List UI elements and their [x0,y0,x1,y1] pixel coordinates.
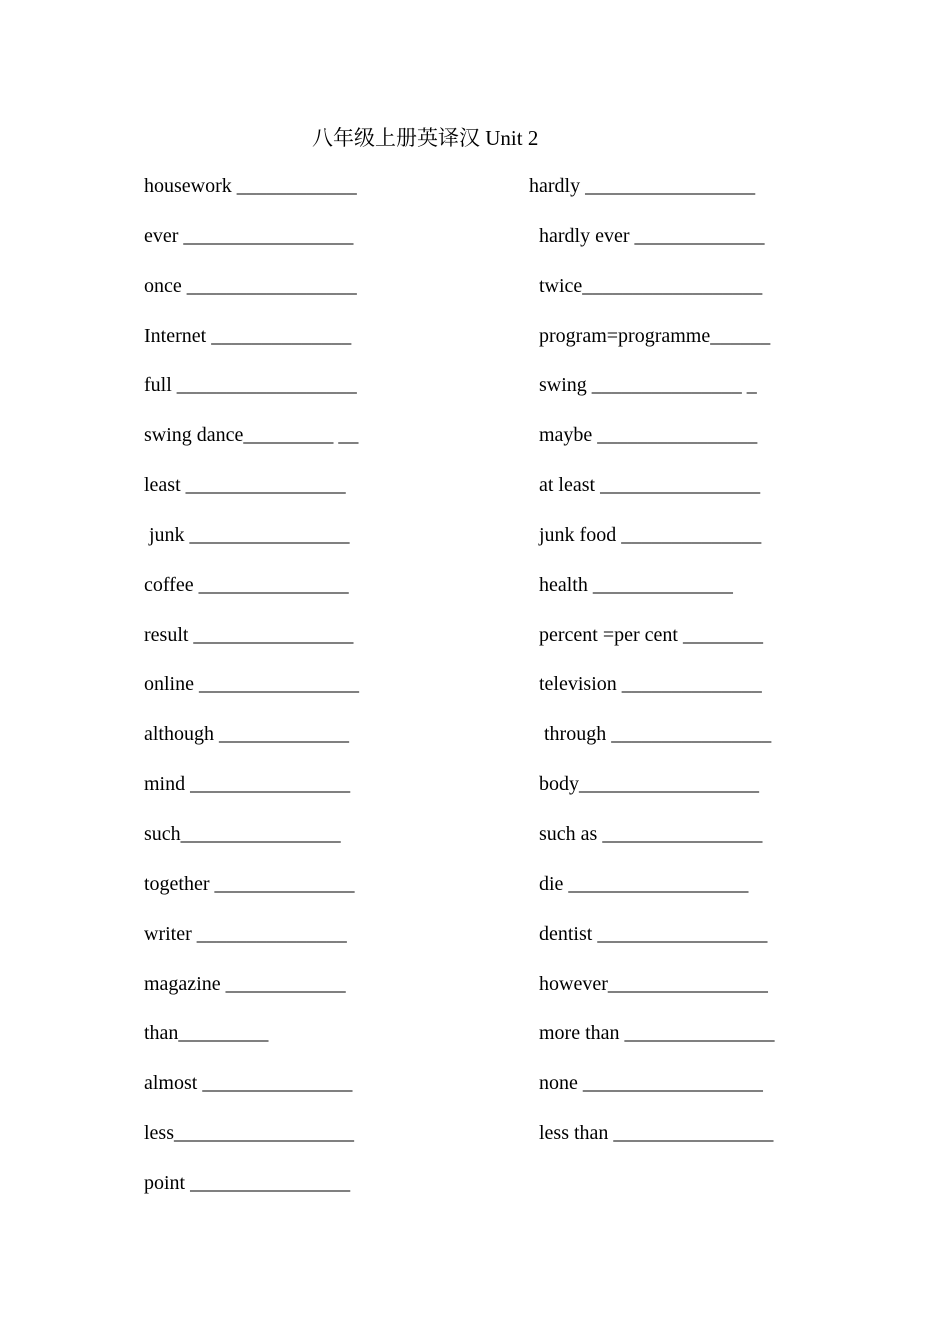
vocab-entry: less than ________________ [529,1122,774,1145]
vocab-entry: such________________ [144,822,341,845]
vocab-entry: together ______________ [144,872,355,895]
vocab-entry: percent =per cent ________ [529,623,763,646]
vocab-entry: less__________________ [144,1122,354,1145]
vocab-entry: Internet ______________ [144,324,352,347]
vocab-entry: junk ________________ [144,523,350,546]
vocab-entry: none __________________ [529,1072,763,1095]
vocab-entry: however________________ [529,972,768,995]
vocab-entry: more than _______________ [529,1022,775,1045]
page-title: 八年级上册英译汉 Unit 2 [312,126,539,150]
vocab-entry: junk food ______________ [529,523,762,546]
vocab-entry: mind ________________ [144,773,351,796]
vocab-entry: coffee _______________ [144,573,349,596]
vocab-entry: result ________________ [144,623,354,646]
vocab-entry: swing _______________ _ [529,374,757,397]
vocab-entry: such as ________________ [529,822,763,845]
vocab-entry: die __________________ [529,872,749,895]
vocab-entry: than_________ [144,1022,269,1045]
vocab-entry: almost _______________ [144,1072,353,1095]
left-vocab-column [144,173,359,1220]
vocab-entry: swing dance_________ __ [144,424,359,447]
vocab-entry: hardly _________________ [529,175,756,197]
vocab-entry: maybe ________________ [529,424,758,447]
vocab-entry: once _________________ [144,274,357,297]
vocab-entry: at least ________________ [529,474,761,497]
vocab-entry: full __________________ [144,374,357,397]
vocab-entry: hardly ever _____________ [529,224,765,247]
vocab-entry: program=programme______ [529,324,771,347]
right-vocab-column [529,173,775,1170]
vocab-entry: ever _________________ [144,224,354,247]
vocab-entry: online ________________ [144,673,359,696]
vocab-entry: magazine ____________ [144,972,346,995]
vocab-entry: although _____________ [144,723,349,746]
vocab-entry: least ________________ [144,474,346,497]
vocab-entry: dentist _________________ [529,922,768,945]
vocab-entry: television ______________ [529,673,762,696]
vocab-entry: body__________________ [529,773,759,796]
vocab-entry: housework ____________ [144,175,357,197]
vocab-entry: through ________________ [529,723,772,746]
vocab-entry: twice__________________ [529,274,763,297]
vocab-entry: point ________________ [144,1171,351,1194]
vocab-entry: writer _______________ [144,922,347,945]
vocab-entry: health ______________ [529,573,733,596]
